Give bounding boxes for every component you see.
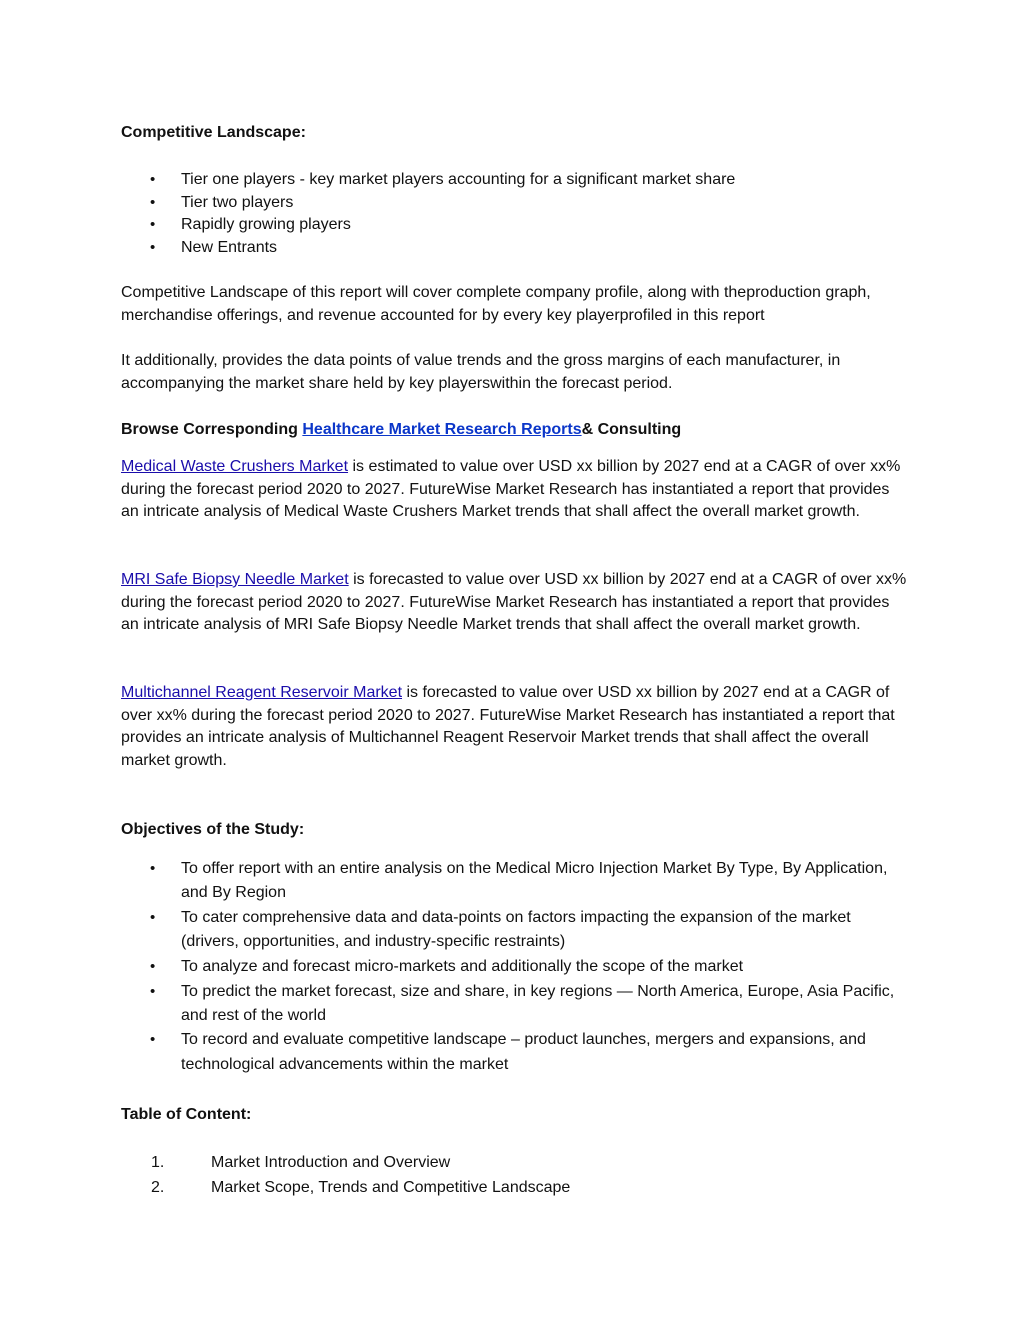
list-item: • Tier one players - key market players accounting for a significant market share [121, 169, 911, 192]
medical-waste-crushers-link[interactable]: Medical Waste Crushers Market [121, 458, 349, 475]
bullet-icon: • [150, 193, 156, 211]
competitive-paragraph-1: Competitive Landscape of this report will cover complete company profile, along with theproduction graph, merchandise offerings, and revenue accounted for by every key playerprofiled in this report [121, 284, 871, 324]
healthcare-reports-link[interactable]: Healthcare Market Research Reports [302, 421, 582, 438]
table-of-content-heading: Table of Content: [121, 1106, 252, 1123]
bullet-icon: • [150, 908, 156, 926]
list-item: • To analyze and forecast micro-markets and additionally the scope of the market [121, 955, 911, 979]
list-item: • To offer report with an entire analysis on the Medical Micro Injection Market By Type, By Application, and By Region [121, 857, 911, 905]
objectives-heading: Objectives of the Study: [121, 821, 305, 838]
table-of-content-list [121, 1151, 911, 1200]
bullet-icon: • [150, 860, 156, 877]
bullet-icon: • [150, 982, 156, 1000]
list-item: • To predict the market forecast, size and share, in key regions — North America, Europe, Asia Pacific, and rest of the world [121, 980, 911, 1028]
competitive-landscape-heading: Competitive Landscape: [121, 124, 306, 141]
report-paragraph-mri-biopsy: MRI Safe Biopsy Needle Market is forecasted to value over USD xx billion by 2027 end at a CAGR of over xx% during the forecast period 2020 to 2027. FutureWise Market Research has instantiated a report that provides an intricate analysis of MRI Safe Biopsy Needle Market trends that shall affect the overall market growth. [121, 571, 907, 634]
bullet-icon: • [150, 171, 156, 188]
list-item: • Rapidly growing players [121, 214, 911, 237]
competitive-paragraph-2: It additionally, provides the data points of value trends and the gross margins of each manufacturer, in accompanying the market share held by key playerswithin the forecast period. [121, 352, 841, 392]
objectives-list [121, 857, 911, 1077]
mri-safe-biopsy-needle-link[interactable]: MRI Safe Biopsy Needle Market [121, 571, 349, 588]
list-item: • To cater comprehensive data and data-points on factors impacting the expansion of the market (drivers, opportunities, and industry-specific restraints) [121, 906, 911, 954]
list-item: • To record and evaluate competitive landscape – product launches, mergers and expansions, and technological advancements within the market [121, 1028, 911, 1076]
toc-item: 1. Market Introduction and Overview [151, 1154, 451, 1171]
list-item: • New Entrants [121, 237, 911, 260]
list-item: • Tier two players [121, 192, 911, 215]
browse-heading: Browse Corresponding Healthcare Market Research Reports& Consulting [121, 421, 682, 438]
competitive-tiers-list [121, 169, 911, 259]
multichannel-reagent-reservoir-link[interactable]: Multichannel Reagent Reservoir Market [121, 684, 403, 701]
bullet-icon: • [150, 216, 156, 234]
toc-item: 2. Market Scope, Trends and Competitive Landscape [151, 1178, 571, 1196]
bullet-icon: • [150, 957, 156, 975]
bullet-icon: • [150, 238, 156, 256]
report-paragraph-reagent-reservoir: Multichannel Reagent Reservoir Market is forecasted to value over USD xx billion by 2027 end at a CAGR of over xx% during the forecast period 2020 to 2027. FutureWise Market Research has instantiated a report that provides an intricate analysis of Multichannel Reagent Reservoir Market trends that shall affect the overall market growth. [121, 684, 895, 769]
bullet-icon: • [150, 1031, 156, 1049]
report-paragraph-medical-waste: Medical Waste Crushers Market is estimated to value over USD xx billion by 2027 end at a CAGR of over xx% during the forecast period 2020 to 2027. FutureWise Market Research has instantiated a report that provides an intricate analysis of Medical Waste Crushers Market trends that shall affect the overall market growth. [121, 458, 901, 521]
